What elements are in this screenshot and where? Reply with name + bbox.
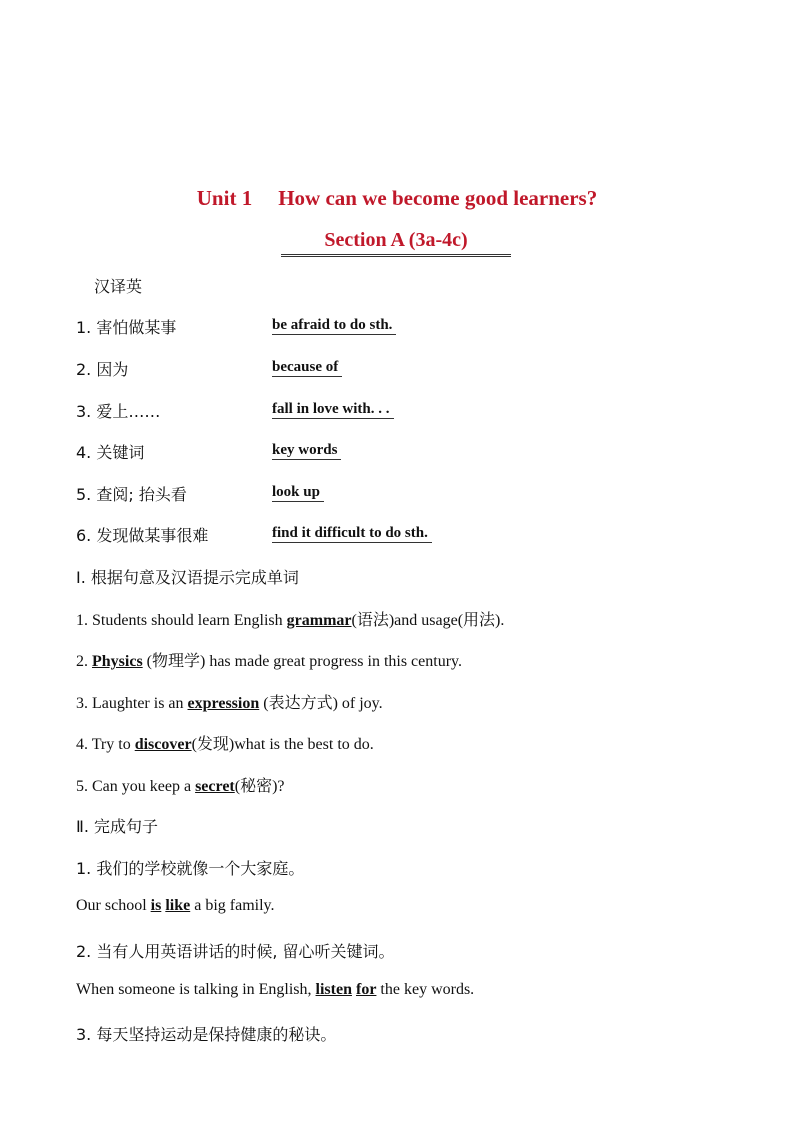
unit-title: How can we become good learners? [278,186,598,210]
answer-word: listen [315,981,352,998]
part2-heading: Ⅱ. 完成句子 [76,817,159,836]
vocab-item-1-zh: 1. 害怕做某事 [76,318,177,337]
vocab-item-5-en: look up [272,484,324,502]
answer-word: expression [187,695,260,712]
answer-word: discover [134,736,192,753]
answer-word: is [150,897,162,914]
vocab-item-6-zh: 6. 发现做某事很难 [76,526,209,545]
answer-word: for [355,981,377,998]
part1-heading: Ⅰ. 根据句意及汉语提示完成单词 [76,568,299,587]
part1-item-5: 5. Can you keep a secret(秘密)? [76,778,285,795]
vocab-heading: 汉译英 [94,277,143,296]
answer-word: Physics [92,653,143,670]
answer-word: secret [195,778,235,795]
vocab-item-4-en: key words [272,442,341,460]
page-title [0,186,794,211]
part2-item-1-zh: 1. 我们的学校就像一个大家庭。 [76,859,305,878]
vocab-item-5-zh: 5. 查阅; 抬头看 [76,485,187,504]
vocab-item-1-en: be afraid to do sth. [272,317,396,335]
section-title [281,229,511,257]
vocab-item-3-en: fall in love with. . . [272,401,394,419]
answer-word: grammar [286,612,352,629]
vocab-item-2-zh: 2. 因为 [76,360,129,379]
vocab-item-4-zh: 4. 关键词 [76,443,145,462]
vocab-item-6-en: find it difficult to do sth. [272,525,432,543]
unit-label: Unit 1 [196,186,253,210]
part2-item-2-zh: 2. 当有人用英语讲话的时候, 留心听关键词。 [76,942,395,961]
vocab-item-2-en: because of [272,359,342,377]
section-label: Section A (3a-4c) [324,229,468,251]
part1-item-4: 4. Try to discover(发现)what is the best to do. [76,736,374,753]
part2-item-1-en: Our school is like a big family. [76,897,275,914]
vocab-item-3-zh: 3. 爱上…… [76,402,161,421]
part2-item-2-en: When someone is talking in English, listen for the key words. [76,981,475,998]
part1-item-1: 1. Students should learn English grammar(语法)and usage(用法). [76,612,505,629]
part1-item-2: 2. Physics (物理学) has made great progress in this century. [76,653,462,670]
answer-word: like [165,897,191,914]
part1-item-3: 3. Laughter is an expression (表达方式) of joy. [76,695,383,712]
part2-item-3-zh: 3. 每天坚持运动是保持健康的秘诀。 [76,1025,337,1044]
